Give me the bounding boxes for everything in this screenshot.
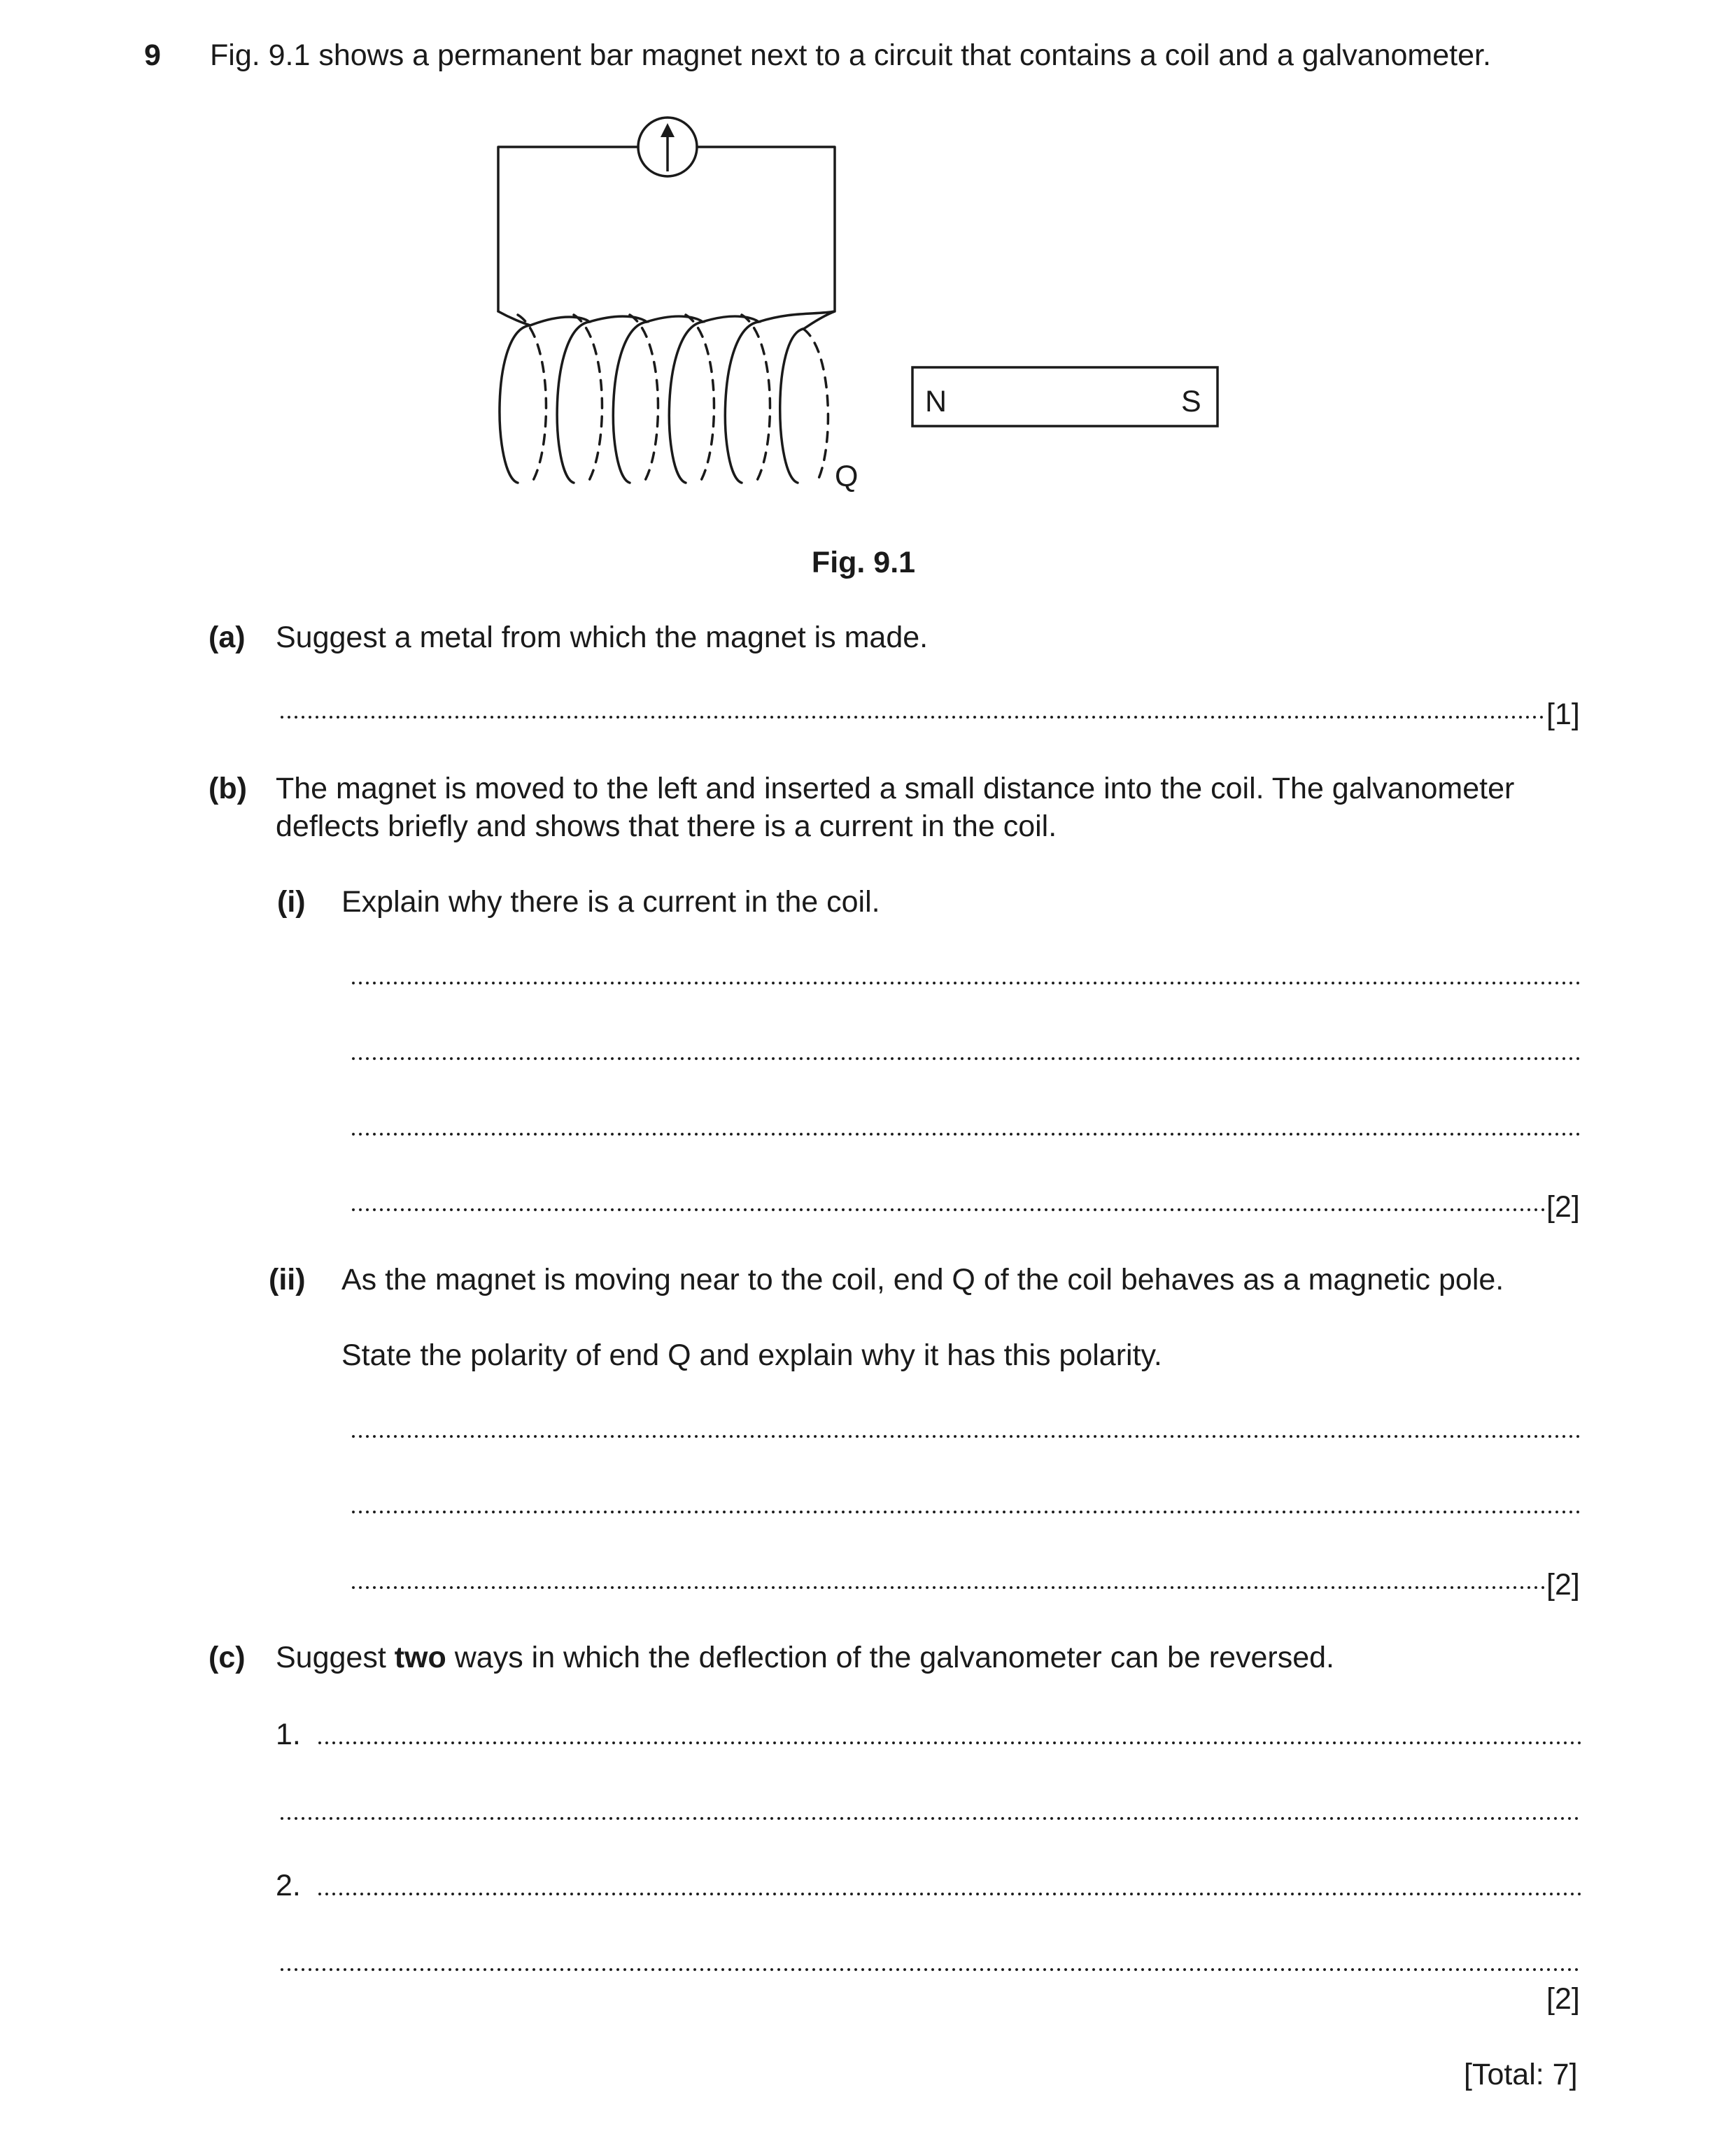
coil-end-label: Q [835, 460, 859, 493]
answer-line-b-i-3[interactable] [350, 1132, 1581, 1136]
answer-line-a[interactable] [278, 715, 1545, 719]
part-b-ii-text-2: State the polarity of end Q and explain why it has this polarity. [341, 1338, 1162, 1372]
answer-line-b-i-1[interactable] [350, 981, 1581, 985]
part-a-mark: [1] [1546, 698, 1580, 731]
magnet-north-label: N [925, 385, 947, 418]
part-b-label: (b) [209, 772, 247, 805]
answer-line-b-ii-3[interactable] [350, 1585, 1545, 1590]
total-marks: [Total: 7] [1464, 2058, 1578, 2091]
part-c-item-1-label: 1. [276, 1718, 301, 1751]
part-b-i-mark: [2] [1546, 1190, 1580, 1224]
answer-line-b-i-4[interactable] [350, 1208, 1545, 1212]
part-c-mark: [2] [1546, 1982, 1580, 2016]
part-a-text: Suggest a metal from which the magnet is made. [276, 621, 929, 654]
part-b-ii-label: (ii) [269, 1263, 306, 1296]
magnet-south-label: S [1181, 385, 1201, 418]
answer-line-b-ii-1[interactable] [350, 1434, 1581, 1439]
part-c-text [276, 1639, 1334, 1676]
part-b-ii-mark: [2] [1546, 1568, 1580, 1602]
part-b-i-label: (i) [277, 885, 306, 919]
part-c-text-after: ways in which the deflection of the galvanometer can be reversed. [446, 1641, 1334, 1674]
question-number: 9 [144, 38, 161, 72]
part-c-text-bold: two [394, 1641, 446, 1674]
answer-line-c-2a[interactable] [316, 1892, 1581, 1896]
galvanometer-icon [638, 118, 697, 176]
figure-caption: Fig. 9.1 [811, 546, 916, 579]
circuit-wire [697, 147, 835, 311]
circuit-wire [498, 147, 638, 311]
part-a-label: (a) [209, 621, 246, 654]
coil-icon [498, 311, 835, 483]
answer-line-c-1b[interactable] [278, 1816, 1581, 1821]
answer-line-b-ii-2[interactable] [350, 1510, 1581, 1514]
part-b-ii-text-1: As the magnet is moving near to the coil, end Q of the coil behaves as a magnetic pole. [341, 1263, 1504, 1296]
answer-line-c-2b[interactable] [278, 1967, 1581, 1972]
bar-magnet-icon [912, 367, 1218, 426]
answer-line-b-i-2[interactable] [350, 1057, 1581, 1061]
part-c-item-2-label: 2. [276, 1869, 301, 1902]
part-c-label: (c) [209, 1641, 246, 1674]
answer-line-c-1a[interactable] [316, 1741, 1581, 1745]
question-intro: Fig. 9.1 shows a permanent bar magnet next to a circuit that contains a coil and a galvanometer. [210, 38, 1491, 72]
part-b-i-text: Explain why there is a current in the coil. [341, 885, 880, 919]
part-b-text: The magnet is moved to the left and inserted a small distance into the coil. The galvanometer deflects briefly and shows that there is a current in the coil. [276, 772, 1515, 843]
part-c-text-before: Suggest [276, 1641, 395, 1674]
